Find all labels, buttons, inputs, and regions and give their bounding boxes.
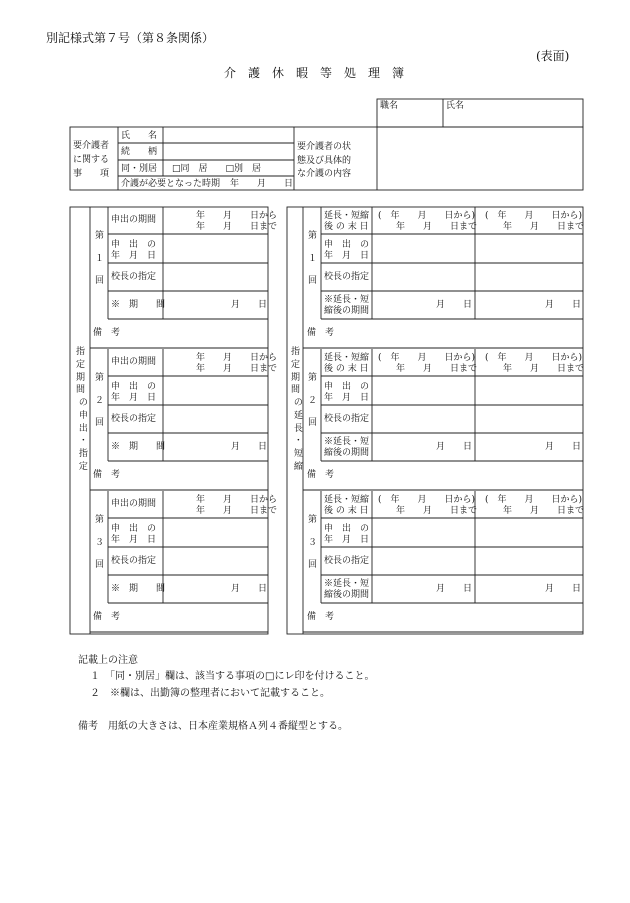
name-label: 氏名 — [446, 101, 465, 111]
right-after-period-value-1[interactable]: 月 日 — [436, 300, 473, 310]
notes-heading: 記載上の注意 — [78, 655, 138, 666]
page-title: 介 護 休 暇 等 処 理 簿 — [224, 66, 405, 80]
right-principal-label: 校長の指定 — [324, 556, 370, 566]
right-after-period-value-2[interactable]: 月 日 — [545, 442, 582, 452]
left-apply-date-label: 申 出 の 年 月 日 — [111, 240, 157, 262]
left-apply-date-label: 申 出 の 年 月 日 — [111, 524, 157, 546]
left-round-label: 第 ３ 回 — [95, 515, 105, 570]
left-round-label: 第 １ 回 — [95, 231, 105, 286]
right-ext-value-2[interactable]: ( 年 月 日から) 年 月 日まで — [485, 353, 585, 374]
right-ext-value-1[interactable]: ( 年 月 日から) 年 月 日まで — [378, 495, 478, 516]
right-after-period-label: ※延長・短 縮後の期間 — [324, 579, 370, 600]
care-start-label: 介護が必要となった時期 — [121, 179, 221, 189]
left-apply-date-label: 申 出 の 年 月 日 — [111, 382, 157, 404]
left-kome-period-value[interactable]: 月 日 — [231, 300, 268, 310]
left-kome-period-value[interactable]: 月 日 — [231, 584, 268, 594]
left-kome-period-label: ※ 期 間 — [111, 300, 166, 310]
right-ext-value-2[interactable]: ( 年 月 日から) 年 月 日まで — [485, 495, 585, 516]
right-after-period-value-1[interactable]: 月 日 — [436, 442, 473, 452]
right-round-label: 第 ２ 回 — [308, 373, 318, 428]
paper-size-remark: 備考 用紙の大きさは、日本産業規格Ａ列４番縦型とする。 — [78, 721, 348, 732]
right-remarks-label: 備 考 — [307, 328, 335, 338]
left-apply-period-value[interactable]: 年 月 日から 年 月 日まで — [196, 495, 278, 516]
right-apply-date-label: 申 出 の 年 月 日 — [324, 382, 370, 404]
left-remarks-label: 備 考 — [93, 612, 121, 622]
left-remarks-label: 備 考 — [93, 470, 121, 480]
position-label: 職名 — [380, 101, 399, 111]
form-number: 別記様式第７号（第８条関係） — [46, 31, 215, 45]
side-label: (表面) — [536, 49, 570, 63]
right-remarks-label: 備 考 — [307, 612, 335, 622]
cohabit-options[interactable]: □同 居 □別 居 — [172, 164, 262, 174]
right-principal-label: 校長の指定 — [324, 414, 370, 424]
left-apply-period-label: 申出の期間 — [111, 357, 157, 367]
condition-label: 要介護者の状 態及び具体的 な介護の内容 — [297, 142, 352, 179]
left-principal-label: 校長の指定 — [111, 272, 157, 282]
care-start-fields[interactable]: 年 月 日 — [230, 179, 294, 189]
care-recipient-label: 要介護者 に関する 事 項 — [73, 141, 110, 179]
right-after-period-value-2[interactable]: 月 日 — [545, 300, 582, 310]
relation-label: 続 柄 — [121, 147, 158, 157]
cohabit-label: 同・別居 — [121, 164, 158, 174]
right-after-period-value-1[interactable]: 月 日 — [436, 584, 473, 594]
right-after-period-label: ※延長・短 縮後の期間 — [324, 295, 370, 316]
right-ext-end-label: 延長・短縮 後 の 末 日 — [324, 353, 370, 374]
right-after-period-value-2[interactable]: 月 日 — [545, 584, 582, 594]
left-kome-period-label: ※ 期 間 — [111, 584, 166, 594]
right-ext-end-label: 延長・短縮 後 の 末 日 — [324, 495, 370, 516]
note-item-2: ２ ※欄は、出勤簿の整理者において記載すること。 — [90, 688, 330, 699]
left-section-title: 指 定 期 間 の 申 出 ・ 指 定 — [76, 347, 88, 472]
left-kome-period-value[interactable]: 月 日 — [231, 442, 268, 452]
left-remarks-label: 備 考 — [93, 328, 121, 338]
left-round-label: 第 ２ 回 — [95, 373, 105, 428]
note-item-1: １ 「同・別居」欄は、該当する事項の□にレ印を付けること。 — [90, 671, 375, 682]
right-principal-label: 校長の指定 — [324, 272, 370, 282]
right-ext-value-2[interactable]: ( 年 月 日から) 年 月 日まで — [485, 211, 585, 232]
left-apply-period-label: 申出の期間 — [111, 499, 157, 509]
left-apply-period-value[interactable]: 年 月 日から 年 月 日まで — [196, 353, 278, 374]
right-ext-end-label: 延長・短縮 後 の 末 日 — [324, 211, 370, 232]
right-remarks-label: 備 考 — [307, 470, 335, 480]
right-section-title: 指 定 期 間 の 延 長 ・ 短 縮 — [291, 347, 303, 472]
right-apply-date-label: 申 出 の 年 月 日 — [324, 240, 370, 262]
right-apply-date-label: 申 出 の 年 月 日 — [324, 524, 370, 546]
right-after-period-label: ※延長・短 縮後の期間 — [324, 437, 370, 458]
recipient-name-label: 氏 名 — [121, 131, 158, 141]
right-ext-value-1[interactable]: ( 年 月 日から) 年 月 日まで — [378, 211, 478, 232]
left-kome-period-label: ※ 期 間 — [111, 442, 166, 452]
right-round-label: 第 ３ 回 — [308, 515, 318, 570]
right-round-label: 第 １ 回 — [308, 231, 318, 286]
right-ext-value-1[interactable]: ( 年 月 日から) 年 月 日まで — [378, 353, 478, 374]
left-apply-period-label: 申出の期間 — [111, 215, 157, 225]
left-principal-label: 校長の指定 — [111, 414, 157, 424]
left-apply-period-value[interactable]: 年 月 日から 年 月 日まで — [196, 211, 278, 232]
left-principal-label: 校長の指定 — [111, 556, 157, 566]
